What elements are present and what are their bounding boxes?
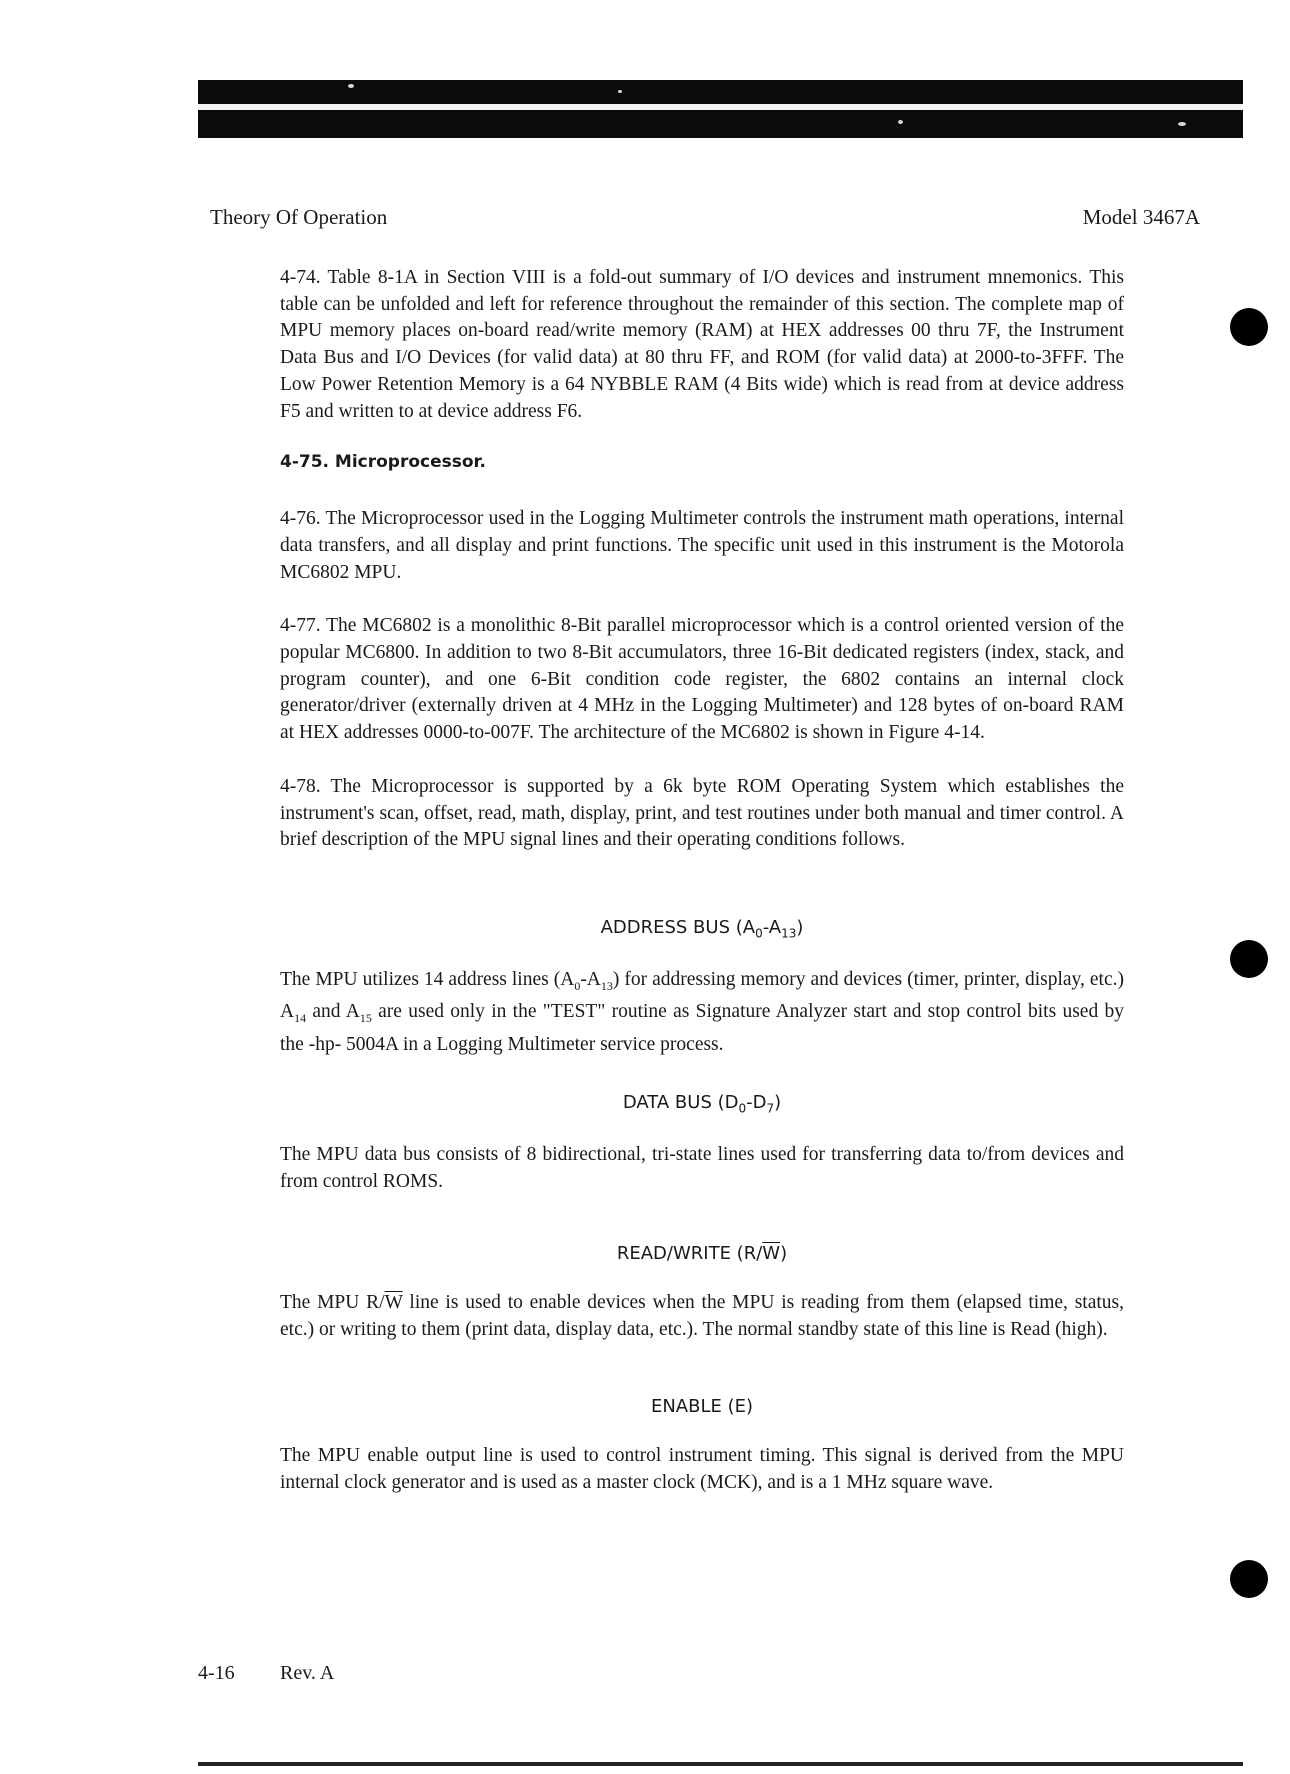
page-body — [280, 265, 1124, 1523]
enable-title: ENABLE (E) — [650, 1395, 754, 1417]
heading-microprocessor: 4-75. Microprocessor. — [280, 452, 486, 473]
address-bus-title-sub2: 13 — [781, 926, 797, 941]
address-bus-title-mid: -A — [762, 916, 782, 938]
page-number: 4-16 — [198, 1662, 235, 1684]
address-bus-text-b: -A — [580, 968, 601, 990]
data-bus-title-sub2: 7 — [766, 1102, 775, 1117]
scan-speck — [1178, 122, 1186, 126]
address-bus-text-d: and A — [306, 1001, 360, 1023]
scan-speck — [348, 84, 354, 88]
address-bus-title-suffix: ) — [796, 916, 804, 938]
read-write-title-suffix: ) — [780, 1243, 788, 1265]
model-header: Model 3467A — [1082, 205, 1200, 229]
scan-speck — [898, 120, 903, 124]
scan-header-bar — [198, 80, 1243, 138]
section-header: Theory Of Operation — [210, 205, 388, 229]
read-write-text-over: $\overline{W}$ — [384, 1292, 403, 1314]
data-bus-text: The MPU data bus consists of 8 bidirectional, tri-state lines used for transferring data to/from devices and from control ROMS. — [280, 1144, 1124, 1192]
data-bus-title-prefix: DATA BUS (D — [622, 1092, 739, 1114]
address-bus-text — [280, 967, 1124, 1059]
address-bus-text-c: ) for addressing memory and devices (timer, printer, display, etc.) A — [280, 968, 1124, 1023]
data-bus-title — [280, 1092, 1124, 1116]
read-write-text-a: The MPU R/ — [280, 1292, 385, 1314]
header-bar-stripe — [198, 104, 1243, 110]
footer-rule — [198, 1762, 1243, 1766]
binder-hole — [1230, 1560, 1268, 1598]
address-bus-text-sub1: 0 — [574, 978, 581, 993]
address-bus-text-e: are used only in the "TEST" routine as Signature Analyzer start and stop control bits used by the -hp- 5004A in a Logging Multimeter service process. — [280, 1001, 1124, 1055]
read-write-text-b: line is used to enable devices when the MPU is reading from them (elapsed time, status, etc.) or writing to them (print data, display data, etc.). The normal standby state of this line is Read (high). — [280, 1292, 1124, 1341]
address-bus-text-sub2: 13 — [600, 978, 613, 993]
paragraph-4-74: 4-74. Table 8-1A in Section VIII is a fold-out summary of I/O devices and instrument mnemonics. This table can be unfolded and left for reference throughout the remainder of this section. The complete map of MPU memory places on-board read/write memory (RAM) at HEX addresses 00 thru 7F, the Instrument Data Bus and I/O Devices (for valid data) at 80 thru FF, and ROM (for valid data) at 2000-to-3FFF. The Low Power Retention Memory is a 64 NYBBLE RAM (4 Bits wide) which is read from at device address F5 and written to at device address F6. — [280, 267, 1124, 422]
address-bus-text-sub4: 15 — [359, 1011, 372, 1026]
enable-text: The MPU enable output line is used to control instrument timing. This signal is derived from the MPU internal clock generator and is used as a master clock (MCK), and is a 1 MHz square wave. — [280, 1444, 1124, 1493]
scan-speck — [618, 90, 622, 93]
address-bus-title-prefix: ADDRESS BUS (A — [600, 916, 756, 938]
binder-hole — [1230, 308, 1268, 346]
data-bus-title-mid: -D — [746, 1092, 767, 1114]
address-bus-title — [280, 917, 1124, 941]
address-bus-title-sub1: 0 — [755, 926, 763, 941]
read-write-title — [280, 1243, 1124, 1264]
data-bus-title-suffix: ) — [774, 1092, 782, 1114]
paragraph-4-78: 4-78. The Microprocessor is supported by a 6k byte ROM Operating System which establishes the instrument's scan, offset, read, math, display, print, and test routines under both manual and timer control. A brief description of the MPU signal lines and their operating conditions follows. — [280, 775, 1124, 851]
address-bus-text-sub3: 14 — [294, 1011, 307, 1026]
binder-hole — [1230, 940, 1268, 978]
paragraph-4-76: 4-76. The Microprocessor used in the Logging Multimeter controls the instrument math operations, internal data transfers, and all display and print functions. The specific unit used in this instrument is the Motorola MC6802 MPU. — [280, 508, 1124, 583]
address-bus-text-a: The MPU utilizes 14 address lines (A — [280, 968, 575, 990]
read-write-text — [280, 1290, 1124, 1343]
read-write-title-over: $\overline{W}$ — [762, 1243, 781, 1265]
data-bus-title-sub1: 0 — [738, 1102, 747, 1117]
read-write-title-prefix: READ/WRITE (R/ — [616, 1243, 763, 1265]
revision-label: Rev. A — [280, 1662, 335, 1684]
paragraph-4-77: 4-77. The MC6802 is a monolithic 8-Bit parallel microprocessor which is a control oriented version of the popular MC6800. In addition to two 8-Bit accumulators, three 16-Bit dedicated registers (index, stack, and program counter), and one 6-Bit condition code register, the 6802 contains an internal clock generator/driver (externally driven at 4 MHz in the Logging Multimeter) and 128 bytes of on-board RAM at HEX addresses 0000-to-007F. The architecture of the MC6802 is shown in Figure 4-14. — [280, 615, 1124, 744]
